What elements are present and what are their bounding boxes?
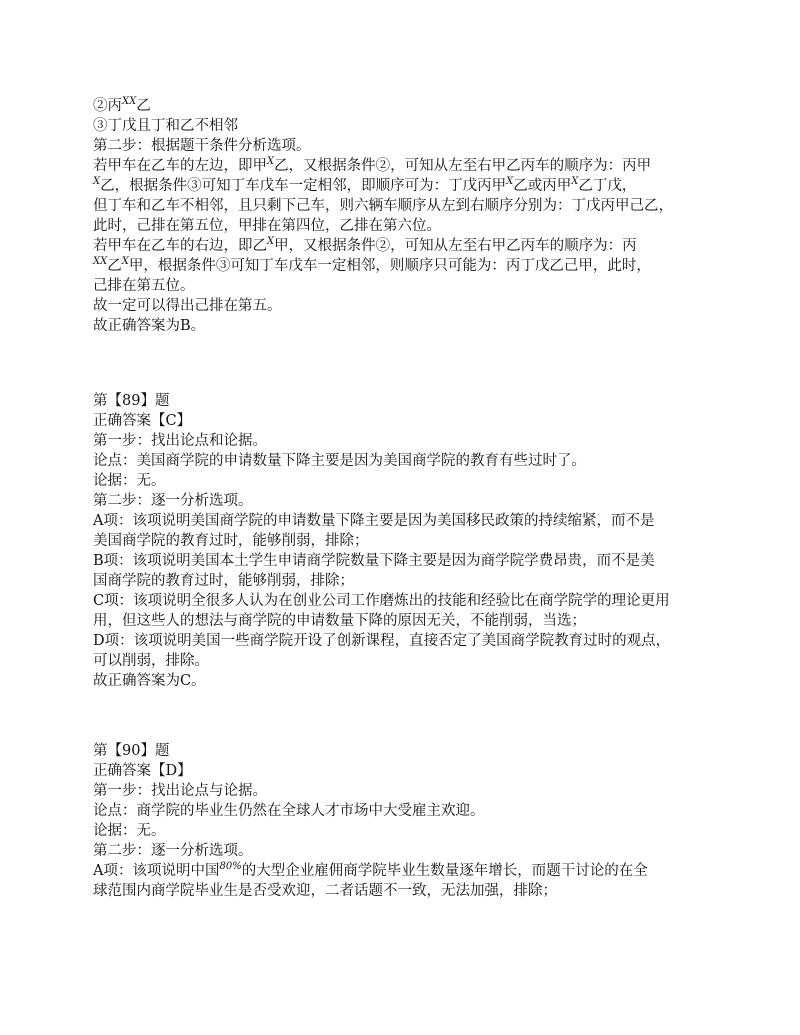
evidence: 论据：无。: [93, 473, 166, 489]
step-2-heading: 第二步：根据题干条件分析选项。: [93, 138, 311, 154]
question-90: [93, 741, 760, 901]
question-title: 第【90】题: [93, 743, 170, 759]
option-b-line-2: 国商学院的教育过时，能够削弱，排除；: [93, 573, 354, 589]
answer-line: 故正确答案为B。: [93, 318, 206, 334]
argument-point: 论点：商学院的毕业生仍然在全球人才市场中大受雇主欢迎。: [93, 803, 485, 819]
option-b-line-1: B项：该项说明美国本土学生申请商学院数量下降主要是因为商学院学费昂贵，而不是美: [93, 553, 655, 569]
step-2-heading: 第二步：逐一分析选项。: [93, 843, 253, 859]
case-1-line-3: 但丁车和乙车不相邻，且只剩下己车，则六辆车顺序从左到右顺序分别为：丁戊丙甲己乙，: [93, 198, 673, 214]
case-2-line-1: 若甲车在乙车的右边，即乙$^X$甲，又根据条件②，可知从左至右甲乙丙车的顺序为：丙: [93, 236, 637, 254]
answer-line: 故正确答案为C。: [93, 673, 206, 689]
case-2-line-2: $^{XX}$乙$^X$甲，根据条件③可知丁车戊车一定相邻，则顺序只可能为：丙丁戊乙己甲，此时，: [93, 256, 651, 274]
case-1-line-1: 若甲车在乙车的左边，即甲$^X$乙，又根据条件②，可知从左至右甲乙丙车的顺序为：丙甲: [93, 156, 652, 174]
option-a-line-1: A项：该项说明美国商学院的申请数量下降主要是因为美国移民政策的持续缩紧，而不是: [93, 513, 655, 529]
option-d-line-1: D项：该项说明美国一些商学院开设了创新课程，直接否定了美国商学院教育过时的观点，: [93, 633, 671, 649]
case-1-line-4: 此时，己排在第五位，甲排在第四位，乙排在第六位。: [93, 218, 441, 234]
option-a-line-1: A项：该项说明中国$^{80\%}$的大型企业雇佣商学院毕业生数量逐年增长，而题干讨论的在全: [93, 861, 648, 879]
question-title: 第【89】题: [93, 393, 170, 409]
step-1-heading: 第一步：找出论点与论据。: [93, 783, 267, 799]
option-a-line-2: 球范围内商学院毕业生是否受欢迎，二者话题不一致，无法加强，排除；: [93, 883, 557, 899]
correct-answer: 正确答案【D】: [93, 763, 192, 779]
evidence: 论据：无。: [93, 823, 166, 839]
correct-answer: 正确答案【C】: [93, 413, 192, 429]
option-c-line-2: 用，但这些人的想法与商学院的申请数量下降的原因无关，不能削弱，当选；: [93, 613, 586, 629]
option-a-line-2: 美国商学院的教育过时，能够削弱，排除；: [93, 533, 369, 549]
argument-point: 论点：美国商学院的申请数量下降主要是因为美国商学院的教育有些过时了。: [93, 453, 586, 469]
conclusion: 故一定可以得出己排在第五。: [93, 298, 282, 314]
step-1-heading: 第一步：找出论点和论据。: [93, 433, 267, 449]
q88-continuation: [93, 96, 760, 336]
case-2-line-3: 己排在第五位。: [93, 278, 195, 294]
option-d-line-2: 可以削弱，排除。: [93, 653, 209, 669]
condition-2: ②丙$^{XX}$乙: [93, 96, 151, 114]
case-1-line-2: $^X$乙，根据条件③可知丁车戊车一定相邻，即顺序可为：丁戊丙甲$^X$乙或丙甲$^X$乙丁戊，: [93, 176, 637, 194]
condition-3: ③丁戊且丁和乙不相邻: [93, 118, 238, 134]
step-2-heading: 第二步：逐一分析选项。: [93, 493, 253, 509]
option-c-line-1: C项：该项说明全很多人认为在创业公司工作磨炼出的技能和经验比在商学院学的理论更用: [93, 593, 670, 609]
question-89: [93, 391, 760, 691]
